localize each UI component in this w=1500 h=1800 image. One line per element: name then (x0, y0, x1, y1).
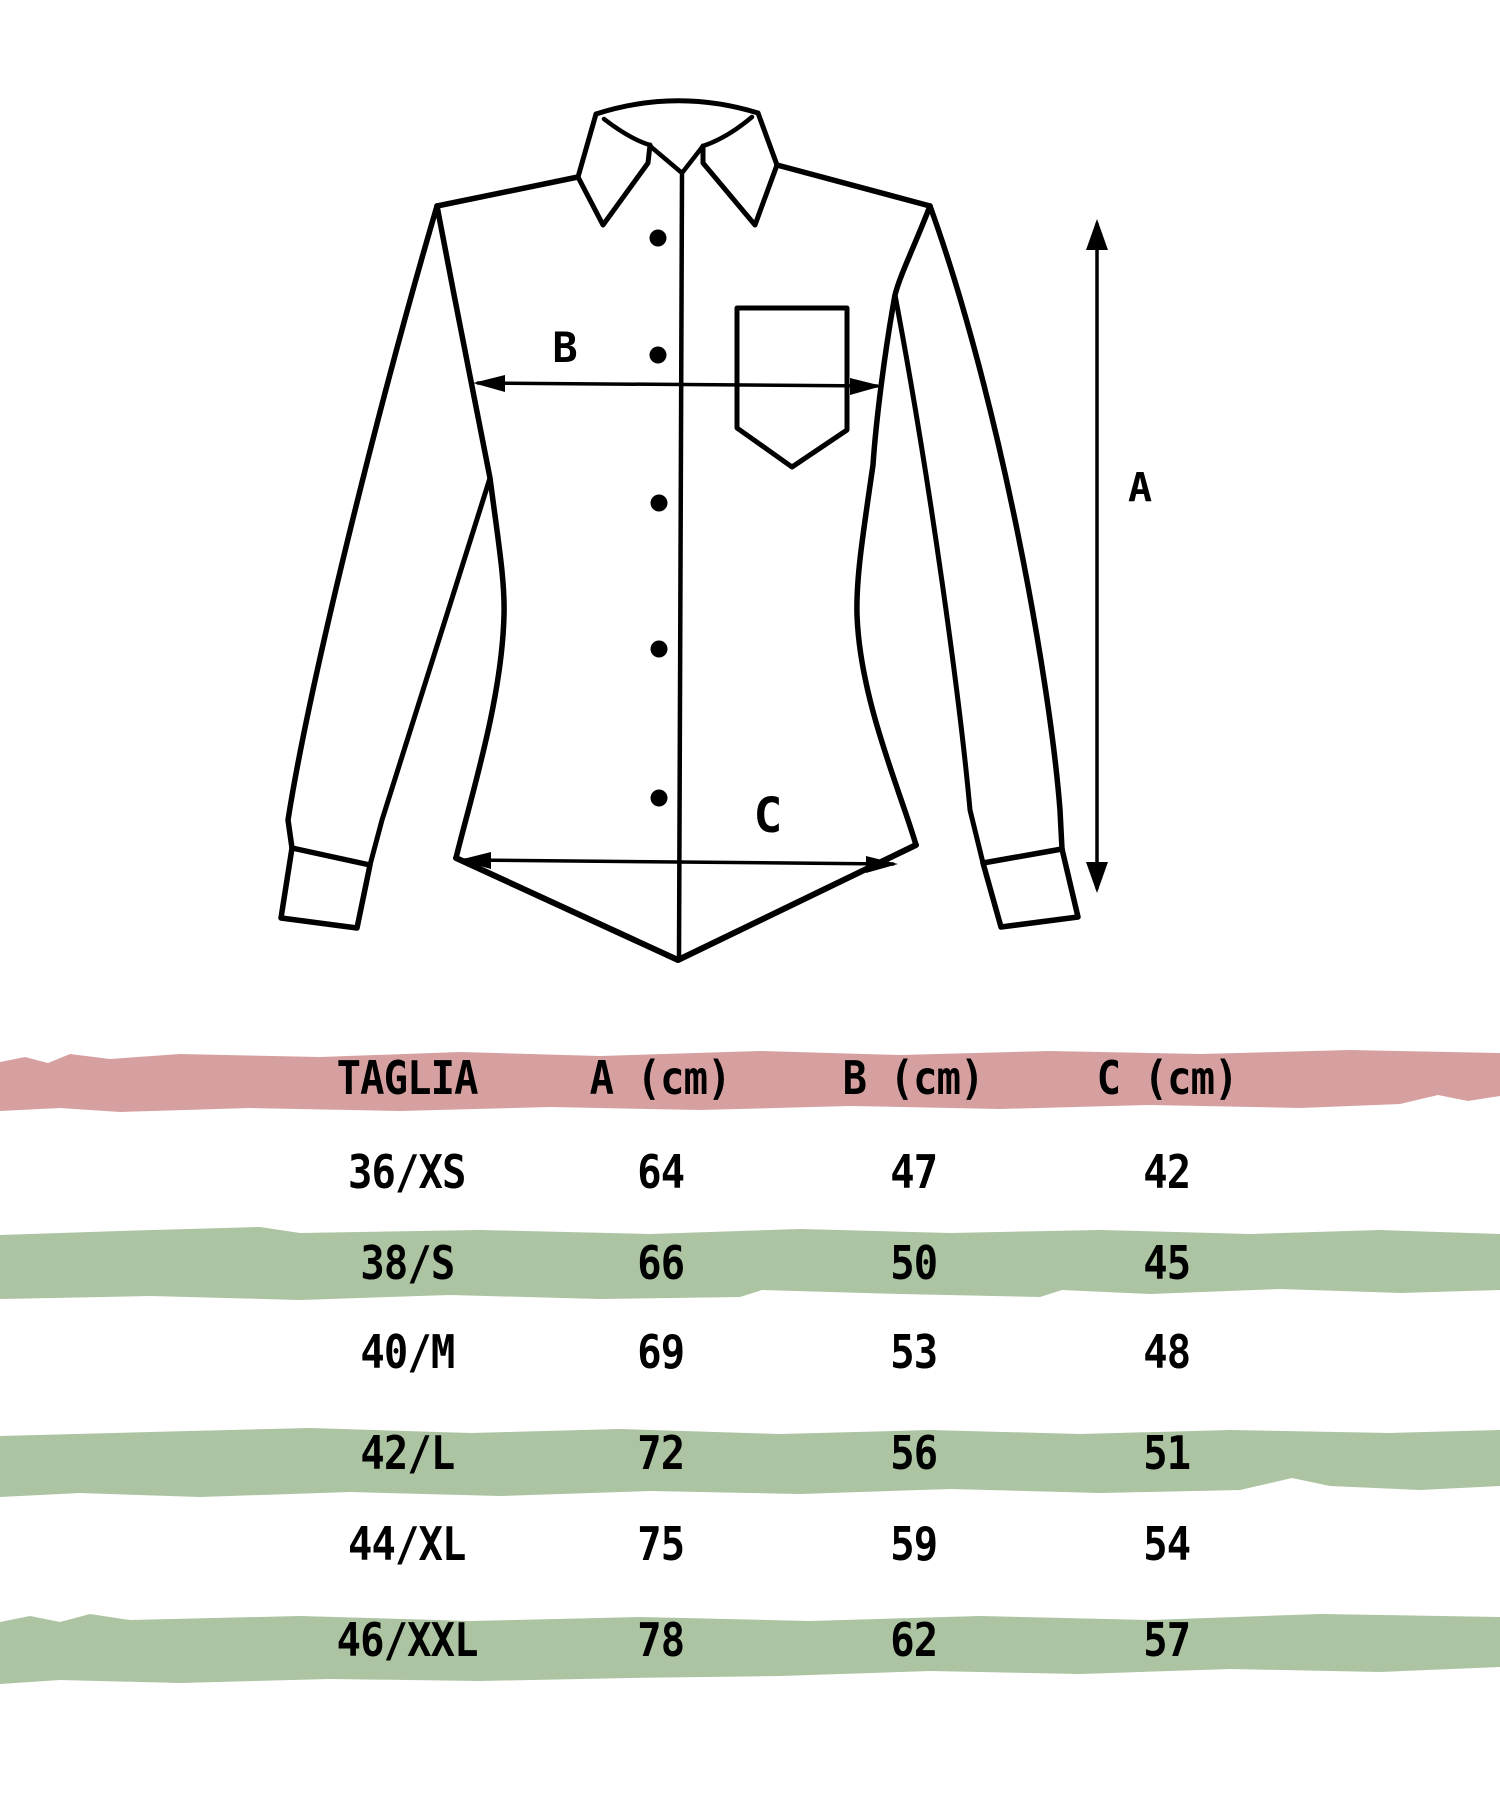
c-cell: 54 (1143, 1517, 1191, 1571)
size-cell: 38/S (360, 1236, 454, 1290)
header-size: TAGLIA (336, 1051, 478, 1105)
left-sleeve-outer (288, 206, 437, 848)
header-b: B (cm) (843, 1051, 984, 1105)
size-cell: 40/M (360, 1325, 454, 1379)
table-row (0, 1512, 1500, 1576)
b-cell: 62 (890, 1613, 937, 1667)
b-cell: 59 (890, 1517, 937, 1571)
b-cell: 53 (890, 1325, 937, 1379)
b-cell: 50 (890, 1236, 937, 1290)
header-c: C (cm) (1096, 1051, 1238, 1105)
label-b: B (552, 323, 578, 372)
table-row (0, 1320, 1500, 1384)
measure-arrow-b (473, 323, 882, 395)
label-c: C (753, 788, 783, 844)
a-cell: 64 (637, 1145, 684, 1199)
a-cell: 69 (637, 1325, 684, 1379)
shirt-outline (281, 101, 1078, 960)
c-cell: 51 (1143, 1426, 1191, 1480)
size-cell: 44/XL (348, 1517, 466, 1571)
collar-top-arc (596, 101, 758, 114)
c-cell: 57 (1143, 1613, 1191, 1667)
placket-line (679, 175, 682, 958)
button-dot (651, 495, 668, 512)
chest-pocket (737, 308, 847, 467)
c-cell: 45 (1143, 1236, 1191, 1290)
button-dot (650, 347, 667, 364)
table-row (0, 1421, 1500, 1485)
size-cell: 42/L (360, 1426, 454, 1480)
label-a: A (1127, 465, 1153, 511)
table-row (0, 1608, 1500, 1672)
table-header-row (0, 1046, 1500, 1110)
collar-right-leaf (703, 113, 777, 225)
body-right-side (857, 206, 930, 845)
collar-v (650, 146, 703, 173)
a-cell: 66 (637, 1236, 684, 1290)
left-cuff (281, 848, 370, 928)
header-a: A (cm) (590, 1051, 731, 1105)
button-dot (650, 230, 667, 247)
button-dot (651, 790, 668, 807)
button-dot (651, 641, 668, 658)
collar-left-leaf (578, 114, 650, 225)
table-row (0, 1231, 1500, 1295)
b-cell: 56 (890, 1426, 937, 1480)
size-cell: 46/XXL (336, 1613, 478, 1667)
b-cell: 47 (890, 1145, 937, 1199)
a-cell: 72 (637, 1426, 684, 1480)
collar-neckband (604, 117, 752, 146)
table-row (0, 1140, 1500, 1204)
right-sleeve-inner (895, 295, 983, 863)
a-cell: 75 (637, 1517, 684, 1571)
right-sleeve-outer (930, 206, 1062, 849)
c-cell: 48 (1143, 1325, 1191, 1379)
right-cuff (983, 849, 1078, 927)
c-cell: 42 (1143, 1145, 1191, 1199)
size-cell: 36/XS (348, 1145, 466, 1199)
measure-arrow-a (1086, 219, 1152, 893)
a-cell: 78 (637, 1613, 684, 1667)
button-dots (650, 230, 668, 807)
